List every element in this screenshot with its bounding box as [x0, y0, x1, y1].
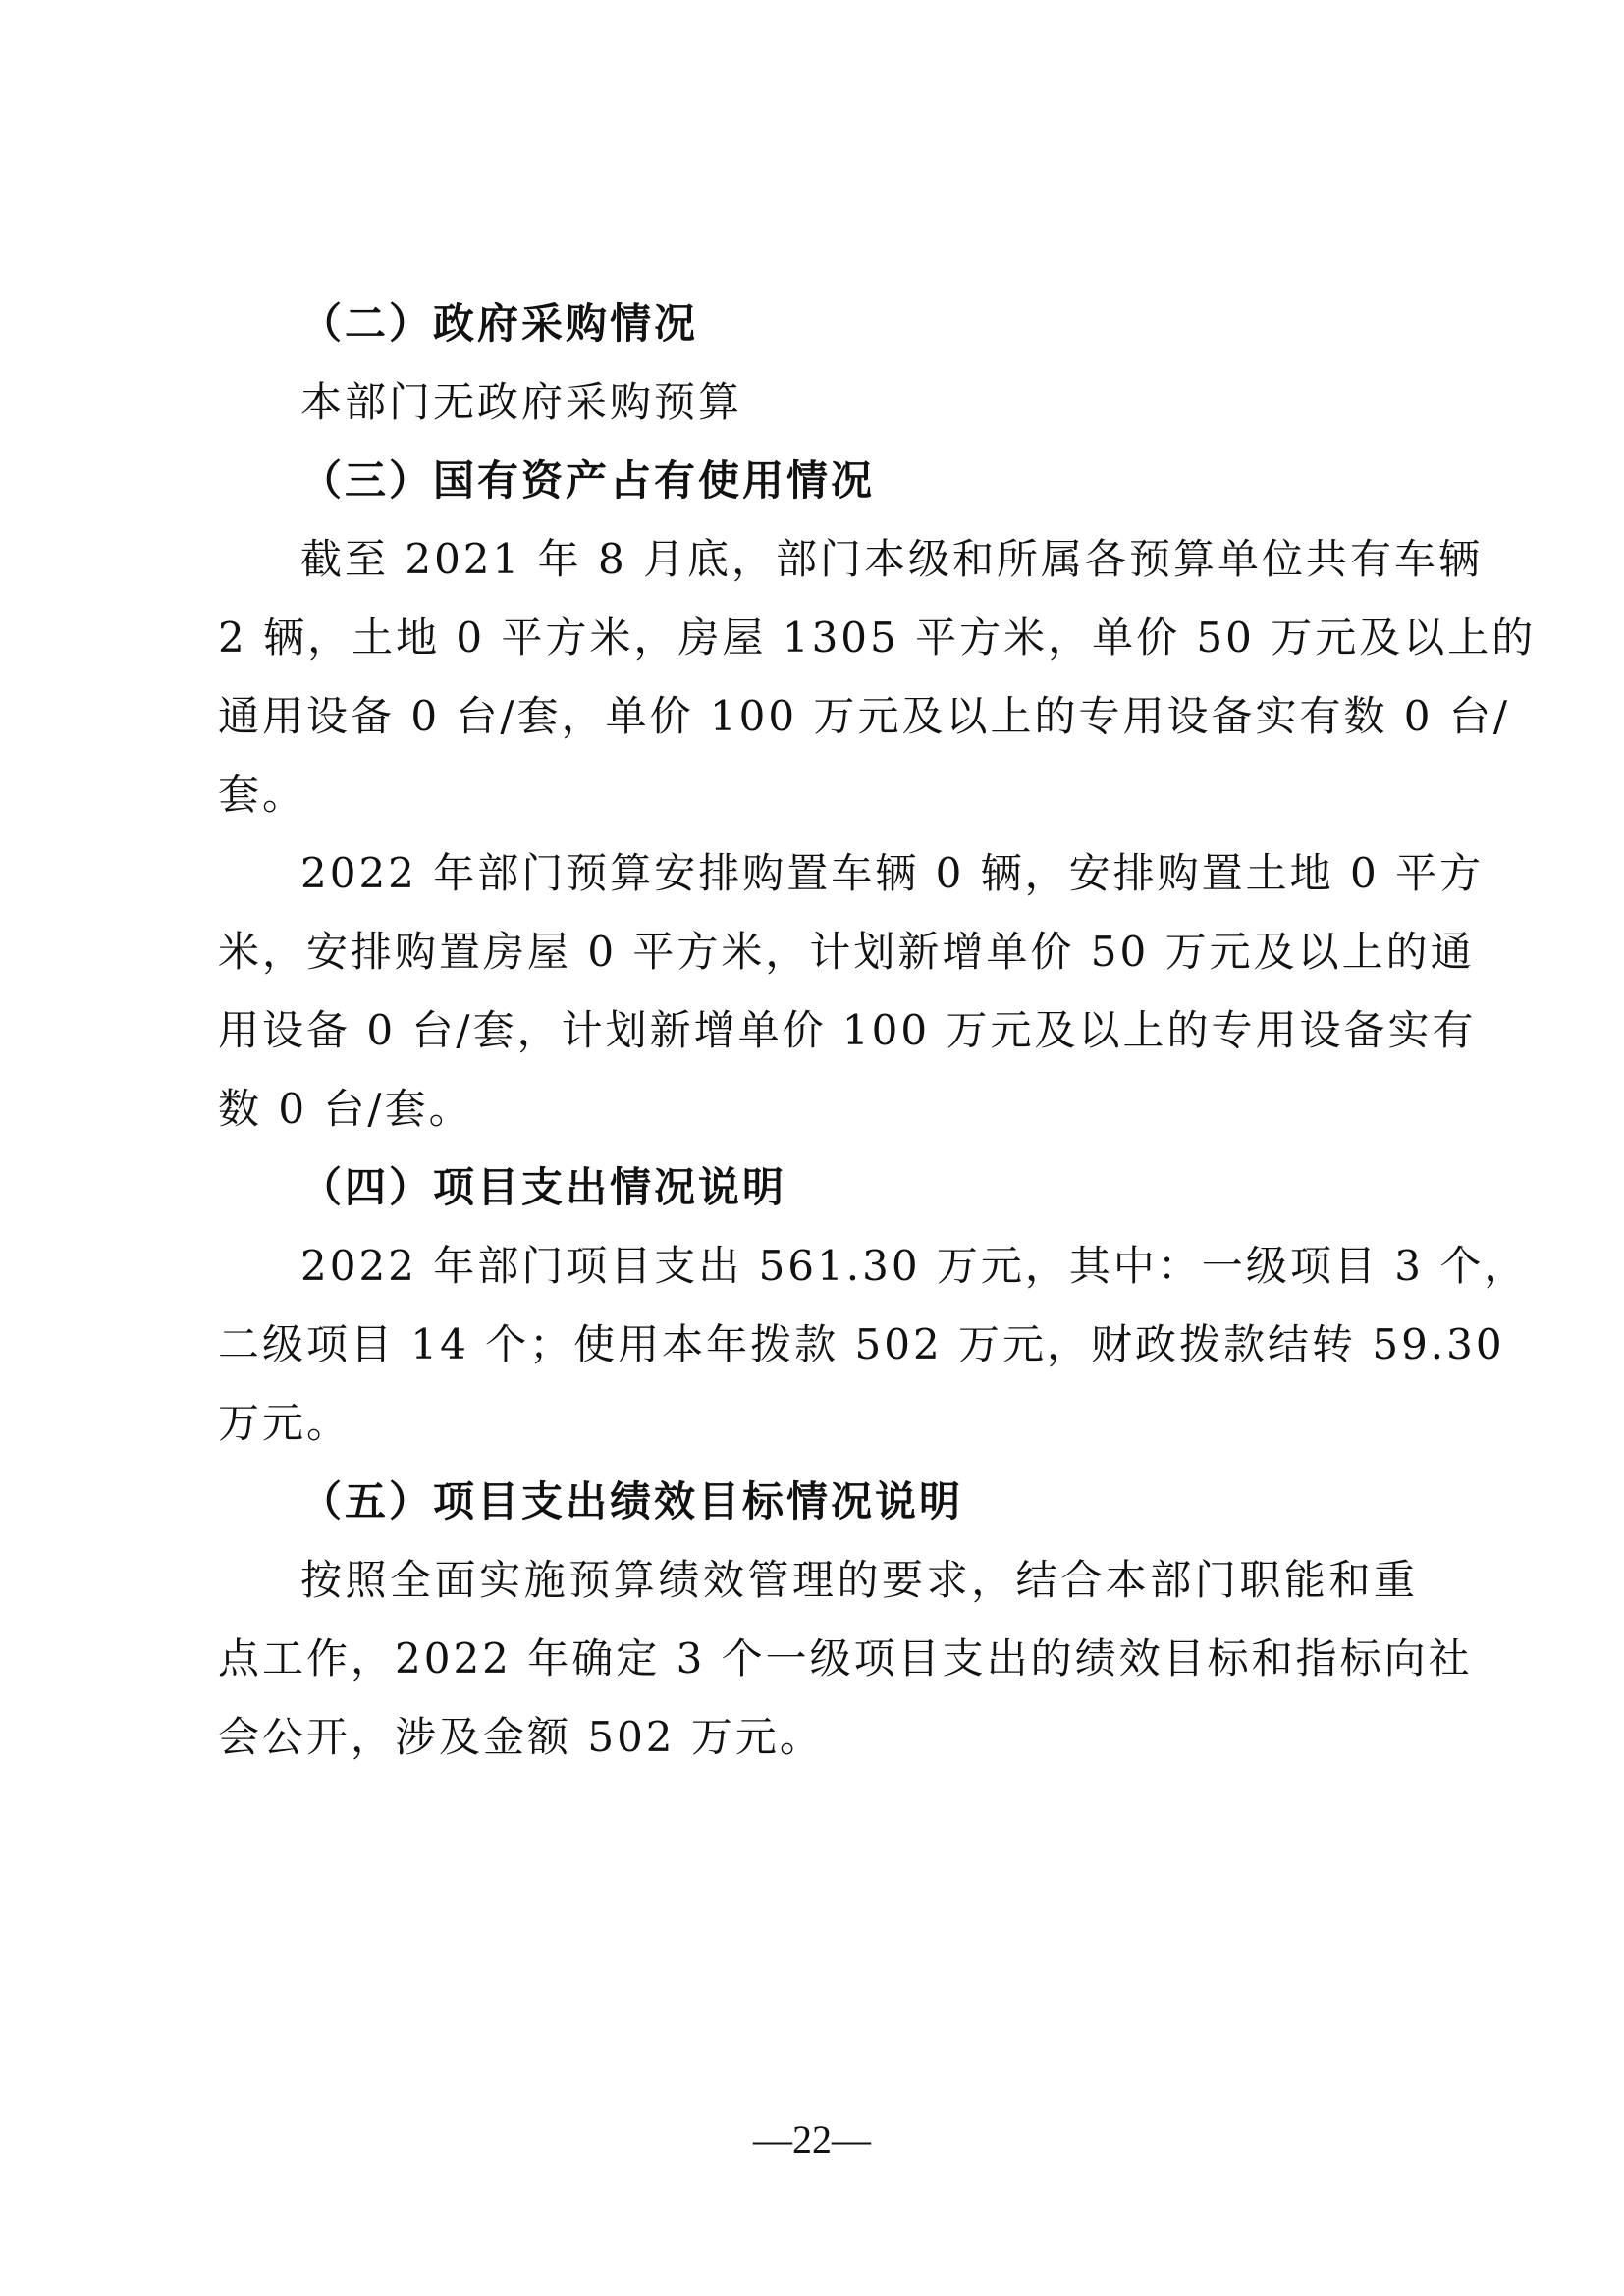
paragraph-line: 用设备 0 台/套，计划新增单价 100 万元及以上的专用设备实有 [218, 1006, 1477, 1054]
paragraph-line: 截至 2021 年 8 月底，部门本级和所属各预算单位共有车辆 [300, 535, 1484, 583]
paragraph-line: 本部门无政府采购预算 [300, 378, 743, 426]
section-heading-performance-targets: （五）项目支出绩效目标情况说明 [300, 1477, 964, 1525]
paragraph-line: 套。 [218, 771, 307, 819]
paragraph-line: 按照全面实施预算绩效管理的要求，结合本部门职能和重 [300, 1556, 1418, 1604]
paragraph-line: 点工作，2022 年确定 3 个一级项目支出的绩效目标和指标向社 [218, 1634, 1473, 1682]
paragraph-line: 数 0 台/套。 [218, 1085, 473, 1133]
paragraph-line: 2 辆，土地 0 平方米，房屋 1305 平方米，单价 50 万元及以上的 [218, 614, 1537, 662]
section-heading-project-expenditure: （四）项目支出情况说明 [300, 1163, 787, 1211]
document-body [218, 285, 1537, 1777]
paragraph-line: 2022 年部门预算安排购置车辆 0 辆，安排购置土地 0 平方 [300, 849, 1485, 897]
paragraph-line: 万元。 [218, 1399, 352, 1447]
paragraph-line: 通用设备 0 台/套，单价 100 万元及以上的专用设备实有数 0 台/ [218, 692, 1511, 740]
paragraph-line: 2022 年部门项目支出 561.30 万元，其中：一级项目 3 个， [300, 1242, 1529, 1290]
paragraph-line: 二级项目 14 个；使用本年拨款 502 万元，财政拨款结转 59.30 [218, 1320, 1505, 1368]
section-heading-state-assets: （三）国有资产占有使用情况 [300, 456, 876, 505]
paragraph-line: 米，安排购置房屋 0 平方米，计划新增单价 50 万元及以上的通 [218, 928, 1475, 976]
section-heading-government-procurement: （二）政府采购情况 [300, 299, 699, 347]
page-number: —22— [753, 2117, 871, 2162]
paragraph-line: 会公开，涉及金额 502 万元。 [218, 1713, 824, 1761]
